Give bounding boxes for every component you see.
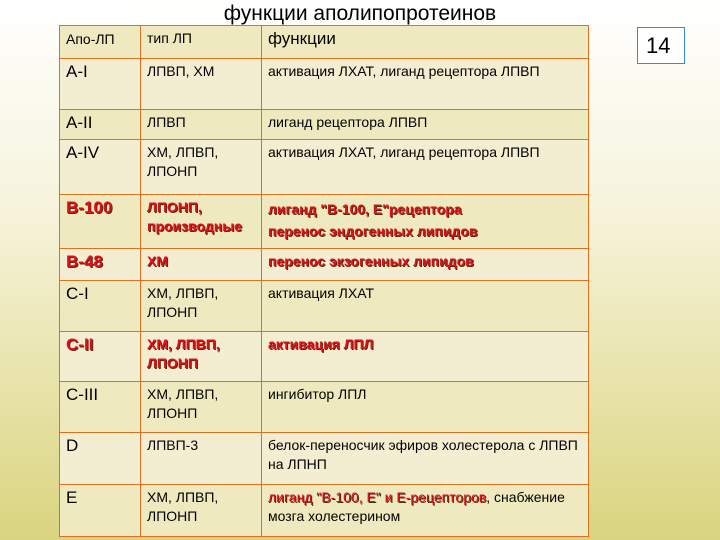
apo-cell <box>60 195 141 249</box>
apo-cell <box>60 332 141 382</box>
function-cell <box>262 332 589 382</box>
function-red-part: лиганд "B-100, E" и E-рецепторов <box>268 489 487 505</box>
table-row <box>60 249 589 281</box>
apo-cell: A-I <box>60 59 141 110</box>
apo-cell <box>60 249 141 281</box>
page-number: 14 <box>637 27 685 64</box>
type-cell <box>141 195 262 249</box>
table-row <box>60 382 589 433</box>
table-row <box>60 332 589 382</box>
apo-highlight: B-48 <box>66 252 103 271</box>
table-row <box>60 59 589 110</box>
table-row <box>60 485 589 537</box>
type-highlight: ЛПОНП, производные <box>147 199 242 234</box>
table-row <box>60 433 589 485</box>
slide-title: функции аполипопротеинов <box>223 2 497 25</box>
type-cell: ХМ, ЛПВП, ЛПОНП <box>141 281 262 332</box>
type-cell: ЛПВП, ХМ <box>141 59 262 110</box>
function-cell: лиганд рецептора ЛПВП <box>262 110 589 140</box>
apo-cell: A-IV <box>60 140 141 195</box>
type-cell <box>141 249 262 281</box>
apo-cell: E <box>60 485 141 537</box>
apo-highlight: C-II <box>66 335 94 354</box>
header-functions: функции <box>262 26 589 59</box>
function-cell: активация ЛХАТ <box>262 281 589 332</box>
table-row <box>60 110 589 140</box>
function-highlight-line2: перенос эндогенных липидов <box>268 223 478 239</box>
type-cell: ЛПВП <box>141 110 262 140</box>
header-apo: Апо-ЛП <box>60 26 141 59</box>
type-cell: ХМ, ЛПВП, ЛПОНП <box>141 485 262 537</box>
function-cell: активация ЛХАТ, лиганд рецептора ЛПВП <box>262 140 589 195</box>
apo-cell: D <box>60 433 141 485</box>
function-cell: белок-переносчик эфиров холестерола с ЛПВП на ЛПНП <box>262 433 589 485</box>
header-type: тип ЛП <box>141 26 262 59</box>
table-row <box>60 195 589 249</box>
table-header-row <box>60 26 589 59</box>
apolipoprotein-table <box>59 25 589 537</box>
apo-cell: A-II <box>60 110 141 140</box>
apo-cell: C-III <box>60 382 141 433</box>
function-cell: ингибитор ЛПЛ <box>262 382 589 433</box>
table-row <box>60 140 589 195</box>
apo-highlight: B-100 <box>66 198 113 217</box>
type-cell: ХМ, ЛПВП, ЛПОНП <box>141 140 262 195</box>
function-plain-part: , снабжение мозга холестерином <box>268 489 565 524</box>
type-highlight: ХМ <box>147 253 168 269</box>
function-cell <box>262 195 589 249</box>
function-highlight-line1: лиганд "B-100, E"рецептора <box>268 201 462 217</box>
function-cell <box>262 249 589 281</box>
function-cell: активация ЛХАТ, лиганд рецептора ЛПВП <box>262 59 589 110</box>
type-cell: ХМ, ЛПВП, ЛПОНП <box>141 382 262 433</box>
type-cell: ЛПВП-3 <box>141 433 262 485</box>
type-highlight: ХМ, ЛПВП, ЛПОНП <box>147 336 220 371</box>
table-row <box>60 281 589 332</box>
function-highlight: перенос экзогенных липидов <box>268 253 474 269</box>
type-cell <box>141 332 262 382</box>
function-cell <box>262 485 589 537</box>
apo-cell: C-I <box>60 281 141 332</box>
function-highlight: активация ЛПЛ <box>268 336 374 352</box>
